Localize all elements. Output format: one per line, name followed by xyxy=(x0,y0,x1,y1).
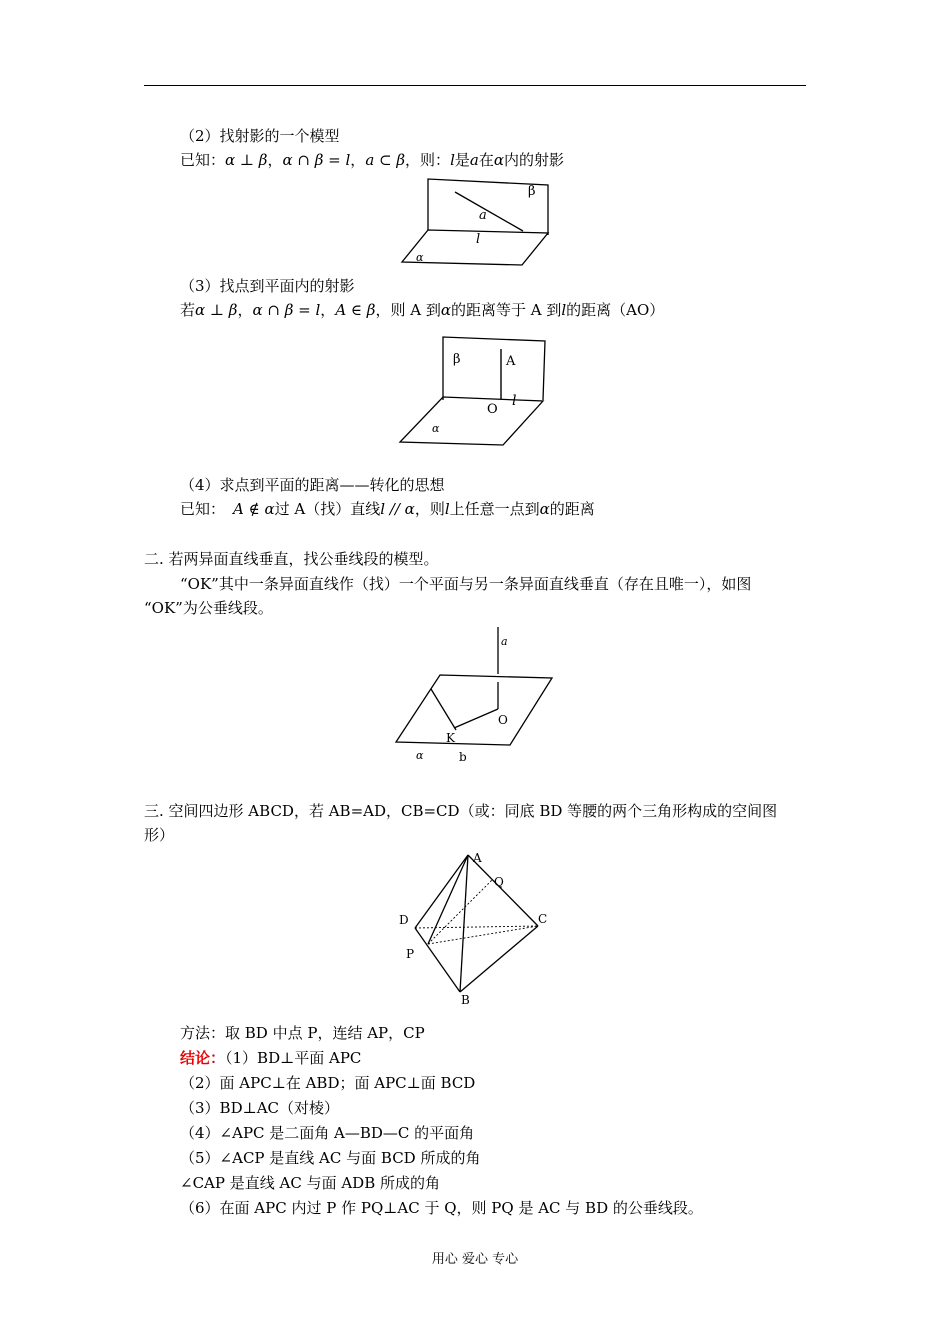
label-A: A xyxy=(473,851,482,865)
item3-heading: （3）找点到平面内的射影 xyxy=(180,277,355,295)
text: 的距离 xyxy=(549,500,595,518)
text: 上任意一点到 xyxy=(449,500,540,518)
label-Q: Q xyxy=(494,875,504,889)
label-A: A xyxy=(506,354,516,369)
text: ，则 xyxy=(414,500,445,518)
label-l: l xyxy=(512,393,517,409)
label-D: D xyxy=(399,913,409,927)
item2-heading: （2）找射影的一个模型 xyxy=(180,127,340,145)
item3-statement xyxy=(180,300,664,320)
section2-paragraph-line1: “OK”其中一条异面直线作（找）一个平面与另一条异面直线垂直（存在且唯一），如图 xyxy=(180,575,752,593)
text: 过 A（找）直线 xyxy=(274,500,381,518)
math-expr: α ∩ β = l xyxy=(282,151,351,169)
conclusion-5: （5）∠ACP 是直线 AC 与面 BCD 所成的角 xyxy=(180,1149,481,1167)
label-b: b xyxy=(459,750,467,764)
conclusion-5b: ∠CAP 是直线 AC 与面 ADB 所成的角 xyxy=(180,1174,441,1192)
item4-heading: （4）求点到平面的距离——转化的思想 xyxy=(180,476,445,494)
math-expr: A ∉ α xyxy=(233,500,275,518)
text: 的距离等于 A 到 xyxy=(450,301,562,319)
text: 是 xyxy=(454,151,470,169)
math-expr: α ∩ β = l xyxy=(252,301,321,319)
item4-given xyxy=(180,499,595,519)
conclusion-label: 结论： xyxy=(180,1049,226,1067)
section2-heading: 二. 若两异面直线垂直，找公垂线段的模型。 xyxy=(144,550,439,568)
section3-heading-line1: 三. 空间四边形 ABCD，若 AB=AD，CB=CD（或：同底 BD 等腰的两个三角形构成的空间图 xyxy=(144,802,778,820)
figure-ok-model xyxy=(394,625,556,767)
figure-projection-model xyxy=(400,175,560,270)
conclusion-4: （4）∠APC 是二面角 A—BD—C 的平面角 xyxy=(180,1124,475,1142)
label-beta: β xyxy=(528,184,536,199)
label-B: B xyxy=(461,993,470,1007)
label-P: P xyxy=(406,947,415,961)
label-O: O xyxy=(498,713,508,727)
conclusion-text: （1）BD⊥平面 APC xyxy=(225,1049,362,1067)
label-alpha: α xyxy=(416,251,424,264)
sep: ， xyxy=(237,301,253,319)
label-alpha: α xyxy=(432,422,440,435)
page-footer: 用心 爱心 专心 xyxy=(431,1252,519,1267)
section2-paragraph-line2: “OK”为公垂线段。 xyxy=(144,599,273,617)
label-beta: β xyxy=(453,352,461,367)
math-expr: a ⊂ β xyxy=(365,151,406,169)
math-expr: a xyxy=(469,151,479,169)
math-expr: α xyxy=(440,301,451,319)
figure-point-projection xyxy=(398,335,548,450)
math-expr: l xyxy=(444,500,450,518)
sep: ， xyxy=(350,151,366,169)
header-rule xyxy=(144,85,806,86)
math-expr: l xyxy=(450,151,455,169)
label-l: l xyxy=(476,232,481,247)
section3-heading-line2: 形） xyxy=(144,826,175,844)
conclusion-1 xyxy=(180,1048,361,1068)
figure-tetrahedron xyxy=(395,848,555,1008)
text: 若 xyxy=(180,301,196,319)
math-expr: l // α xyxy=(380,500,415,518)
method-text: 方法：取 BD 中点 P，连结 AP，CP xyxy=(180,1024,425,1042)
given-prefix: 已知： xyxy=(180,151,226,169)
math-expr: α xyxy=(493,151,504,169)
text: ，则 A 到 xyxy=(375,301,441,319)
sep: ， xyxy=(267,151,283,169)
sep: ， xyxy=(320,301,336,319)
label-alpha: α xyxy=(416,749,424,762)
math-expr: α ⊥ β xyxy=(225,151,268,169)
math-expr: α ⊥ β xyxy=(195,301,238,319)
label-K: K xyxy=(446,731,455,745)
conclusion-6: （6）在面 APC 内过 P 作 PQ⊥AC 于 Q，则 PQ 是 AC 与 BD 的公垂线段。 xyxy=(180,1199,703,1217)
text: 在 xyxy=(478,151,494,169)
text: 的距离（AO） xyxy=(566,301,665,319)
math-expr: A ∈ β xyxy=(335,301,376,319)
label-a: a xyxy=(479,208,487,223)
conclusion-2: （2）面 APC⊥在 ABD；面 APC⊥面 BCD xyxy=(180,1074,476,1092)
conclusion-3: （3）BD⊥AC（对棱） xyxy=(180,1099,340,1117)
label-a-top: a xyxy=(501,635,508,648)
label-O: O xyxy=(487,402,498,417)
item2-given xyxy=(180,150,564,170)
math-expr: α xyxy=(539,500,550,518)
text: 内的射影 xyxy=(504,151,565,169)
text: ，则： xyxy=(405,151,451,169)
math-expr: l xyxy=(561,301,567,319)
text: 已知： xyxy=(180,500,226,518)
label-C: C xyxy=(538,912,548,926)
